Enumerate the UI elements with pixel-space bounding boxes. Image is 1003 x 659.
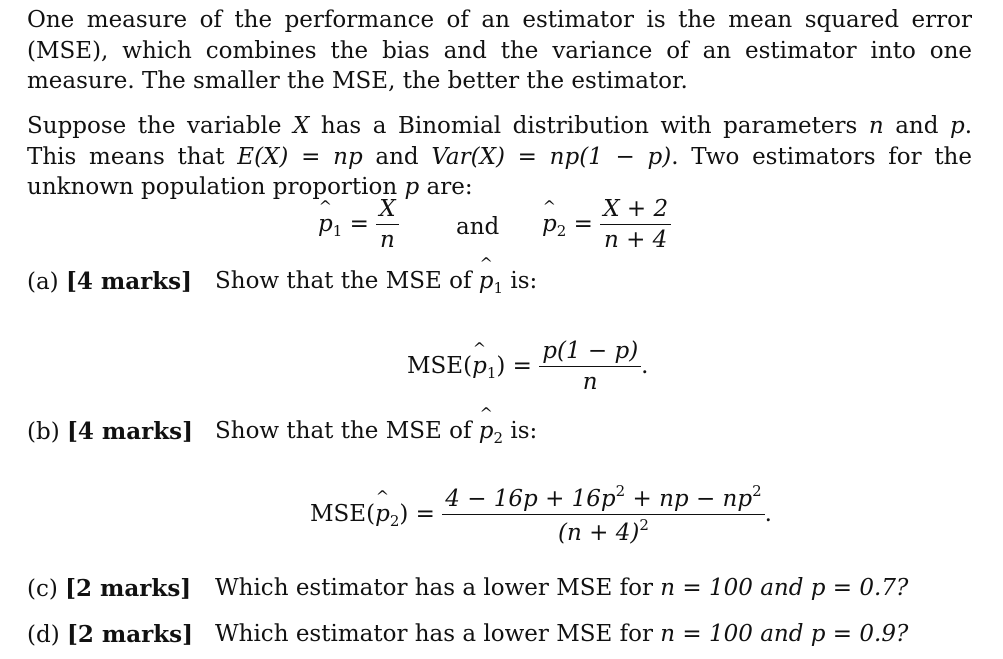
part-a-text: Show that the MSE of ^ $p_1$ is:: [215, 268, 537, 297]
part-b-text: Show that the MSE of ^ $p_2$ is:: [215, 418, 537, 447]
mse-p1-formula: MSE(^ $p_1$) = $\frac{p(1 - p)}{n}$ .: [407, 338, 648, 396]
intro-paragraph-1: One measure of the performance of an estimator is the mean squared error (MSE), which combines the bias and the variance of an estimator into one measure. The smaller the MSE, the better the estimator.: [27, 7, 972, 94]
part-d-text: Which estimator has a lower MSE for n = 100 and p = 0.9?: [215, 621, 909, 647]
mse-p2-formula: MSE(^ $p_2$) = $\frac{4 - 16p + 16p^2 + np - np^2}{(n + 4)^2}$ .: [310, 483, 772, 547]
part-b-label: (b) [4 marks]: [27, 418, 194, 445]
part-d-label: (d) [2 marks]: [27, 621, 194, 648]
estimator-1-definition: ^ $p_1$ = $\frac{X}{n}$: [318, 196, 399, 254]
part-c-label: (c) [2 marks]: [27, 575, 192, 602]
part-a-label: (a) [4 marks]: [27, 268, 193, 295]
intro-paragraph-2: Suppose the variable X has a Binomial distribution with parameters n and p. This means that E(X) = np and Var(X) = np(1 − p). Two estimators for the unknown population proportion p are:: [27, 113, 973, 200]
expectation-formula: E(X) = np: [237, 143, 363, 170]
estimators-and: and: [456, 214, 500, 240]
estimator-2-definition: ^ $p_2$ = $\frac{X + 2}{n + 4}$: [542, 196, 671, 254]
part-c-text: Which estimator has a lower MSE for n = 100 and p = 0.7?: [215, 575, 909, 601]
variance-formula: Var(X) = np(1 − p): [431, 143, 672, 170]
